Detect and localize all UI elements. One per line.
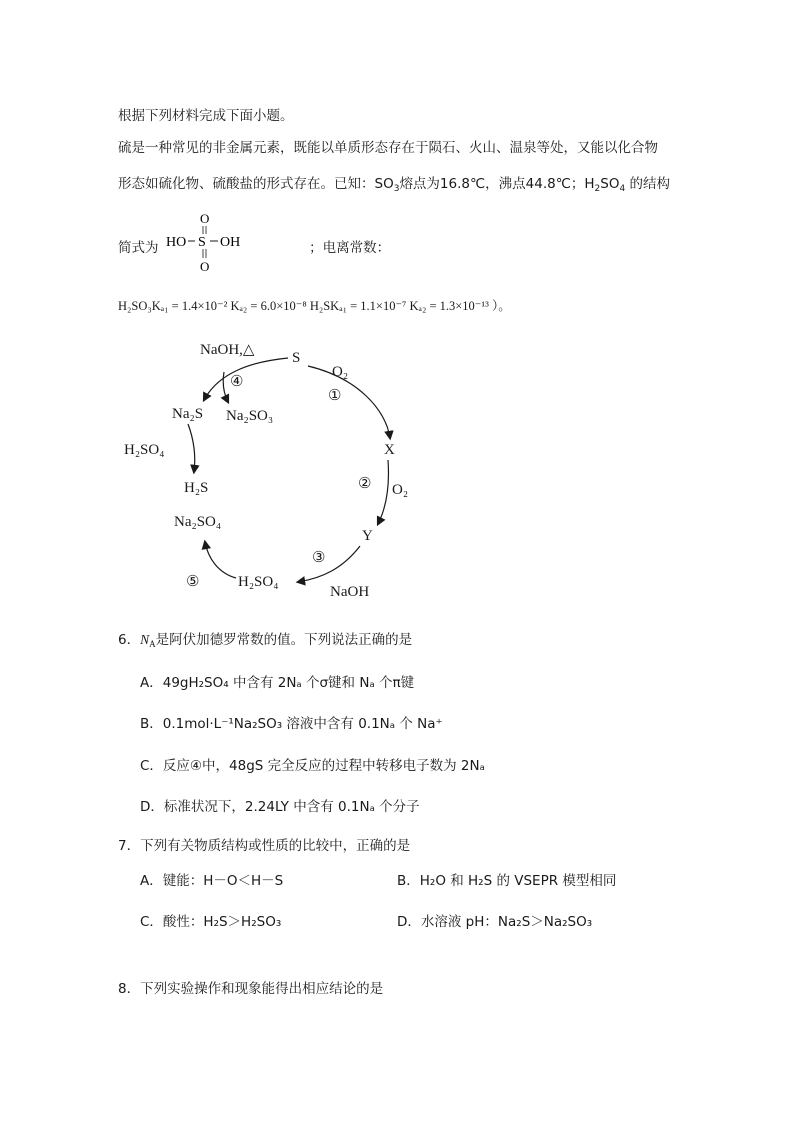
material-line-2a: 形态如硫化物、硫酸盐的形式存在。已知：SO bbox=[118, 176, 394, 192]
sulfuric-acid-structure bbox=[118, 210, 398, 276]
q7-option-d: D．水溶液 pH：Na₂S＞Na₂SO₃ bbox=[397, 914, 593, 930]
material-line-2e: SO bbox=[600, 176, 620, 192]
arrow-s-to-na2s bbox=[204, 358, 288, 400]
q6-stem bbox=[118, 628, 412, 649]
node-h2s: H₂S bbox=[184, 480, 209, 496]
label-h2so4-left: H₂SO₄ bbox=[124, 442, 165, 458]
material-sub-2: 2 bbox=[594, 184, 601, 194]
q6-option-a: A．49gH₂SO₄ 中含有 2Nₐ 个σ键和 Nₐ 个π键 bbox=[140, 675, 415, 691]
q7-stem: 7．下列有关物质结构或性质的比较中，正确的是 bbox=[118, 838, 411, 854]
q6-number: 6． bbox=[118, 632, 141, 648]
q7-option-b: B．H₂O 和 H₂S 的 VSEPR 模型相同 bbox=[397, 873, 617, 889]
structure-s: S bbox=[198, 235, 206, 250]
label-naoh: NaOH bbox=[330, 584, 370, 600]
material-line-2c: 熔点为16.8℃，沸点44.8℃；H bbox=[399, 176, 595, 192]
intro-text: 根据下列材料完成下面小题。 bbox=[118, 108, 294, 124]
label-step-5: ⑤ bbox=[186, 574, 200, 590]
material-line-1: 硫是一种常见的非金属元素，既能以单质形态存在于陨石、火山、温泉等处，又能以化合物 bbox=[118, 140, 658, 156]
ionization-constants: H₂SO₃Kₐ₁ = 1.4×10⁻² Kₐ₂ = 6.0×10⁻⁸ H₂SKₐ₁ = 1.1×10⁻⁷ Kₐ₂ = 1.3×10⁻¹³ ）。 bbox=[118, 299, 511, 313]
q6-na: N bbox=[140, 632, 150, 647]
arrow-y-to-h2so4 bbox=[298, 546, 360, 582]
structure-oh: OH bbox=[220, 235, 241, 250]
material-sub-3: 3 bbox=[393, 184, 400, 194]
arrow-na2s-to-h2s bbox=[188, 424, 195, 472]
structure-ho: HO bbox=[166, 235, 187, 250]
label-step-2: ② bbox=[358, 476, 372, 492]
material-line-2 bbox=[118, 172, 670, 194]
node-h2so4-bottom: H₂SO₄ bbox=[238, 574, 279, 590]
label-o2-1: O₂ bbox=[332, 364, 349, 380]
q7-option-a: A．键能：H－O＜H－S bbox=[140, 873, 284, 889]
structure-o-top: O bbox=[200, 211, 210, 226]
node-na2s: Na₂S bbox=[172, 406, 204, 422]
arrow-x-to-y bbox=[378, 460, 389, 524]
q6-text: 是阿伏加德罗常数的值。下列说法正确的是 bbox=[155, 632, 413, 648]
node-y: Y bbox=[362, 528, 373, 544]
arrow-h2so4-to-na2so4 bbox=[205, 542, 236, 578]
label-step-1: ① bbox=[328, 388, 342, 404]
ionization-label: ；电离常数： bbox=[309, 240, 391, 256]
material-line-2g: 的结构 bbox=[625, 176, 670, 192]
q7-option-c: C．酸性：H₂S＞H₂SO₃ bbox=[140, 914, 282, 930]
node-na2so3: Na₂SO₃ bbox=[226, 408, 274, 424]
sulfur-cycle-diagram bbox=[118, 328, 428, 608]
node-s: S bbox=[292, 350, 301, 366]
q6-option-c: C．反应④中，48gS 完全反应的过程中转移电子数为 2Nₐ bbox=[140, 758, 485, 774]
q6-na-sub: A bbox=[149, 639, 156, 649]
label-step-3: ③ bbox=[312, 550, 326, 566]
label-o2-2: O₂ bbox=[392, 482, 409, 498]
label-naoh-heat: NaOH,△ bbox=[200, 342, 255, 358]
node-x: X bbox=[384, 442, 395, 458]
q8-stem: 8．下列实验操作和现象能得出相应结论的是 bbox=[118, 981, 384, 997]
q6-option-d: D．标准状况下，2.24LY 中含有 0.1Nₐ 个分子 bbox=[140, 799, 420, 815]
structure-label: 简式为 bbox=[118, 240, 159, 256]
node-na2so4: Na₂SO₄ bbox=[174, 514, 222, 530]
label-step-4: ④ bbox=[230, 374, 244, 390]
structure-o-bottom: O bbox=[200, 259, 210, 274]
arrow-s-to-x bbox=[308, 366, 390, 438]
material-sub-4: 4 bbox=[619, 184, 626, 194]
q6-option-b: B．0.1mol·L⁻¹Na₂SO₃ 溶液中含有 0.1Nₐ 个 Na⁺ bbox=[140, 716, 443, 732]
